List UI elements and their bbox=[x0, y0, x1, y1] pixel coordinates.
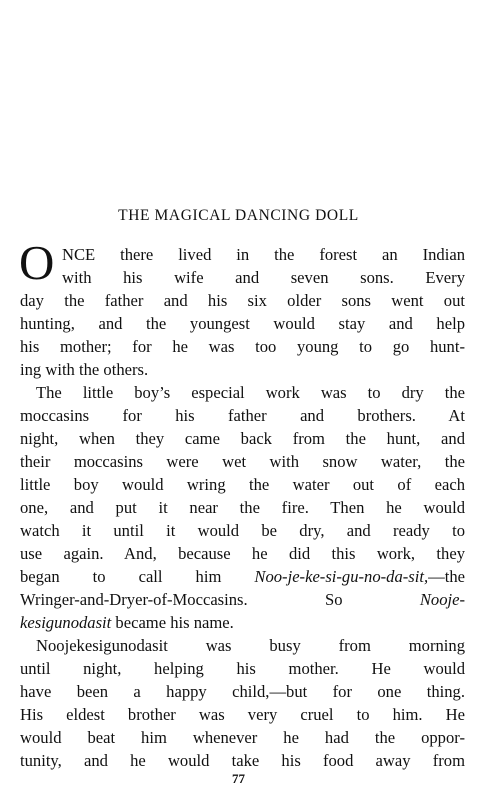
italic-name: kesigunodasit bbox=[20, 613, 112, 632]
text-line: their moccasins were wet with snow water, the bbox=[20, 452, 465, 471]
text-line: watch it until it would be dry, and ready to bbox=[20, 521, 465, 540]
text-line: hunting, and the youngest would stay and help bbox=[20, 314, 465, 333]
italic-name: Nooje- bbox=[419, 590, 465, 609]
text-span: —the bbox=[428, 567, 465, 586]
text-line: tunity, and he would take his food away from bbox=[20, 751, 465, 770]
text-line: would beat him whenever he had the oppor- bbox=[20, 728, 465, 747]
text-line: The little boy’s especial work was to dry the bbox=[36, 383, 465, 402]
text-line: use again. And, because he did this work, they bbox=[20, 544, 465, 563]
text-line: until night, helping his mother. He would bbox=[20, 659, 465, 678]
text-line: his mother; for he was too young to go hunt- bbox=[20, 337, 465, 356]
text-span: Wringer-and-Dryer-of-Moccasins. So bbox=[20, 590, 420, 609]
text-span: began to call him bbox=[20, 567, 255, 586]
page-number: 77 bbox=[232, 771, 245, 786]
text-line: His eldest brother was very cruel to him. He bbox=[20, 705, 465, 724]
text-line: ing with the others. bbox=[20, 360, 149, 379]
text-line bbox=[20, 566, 465, 587]
text-line: one, and put it near the fire. Then he would bbox=[20, 498, 465, 517]
text-line bbox=[20, 589, 465, 610]
text-line: Noojekesigunodasit was busy from morning bbox=[36, 636, 465, 655]
text-line: little boy would wring the water out of each bbox=[20, 475, 465, 494]
italic-name: Noo-je-ke-si-gu-no-da-sit, bbox=[254, 567, 429, 586]
text-span: became his name. bbox=[111, 613, 234, 632]
text-line bbox=[20, 612, 234, 633]
text-line: moccasins for his father and brothers. At bbox=[20, 406, 465, 425]
text-line: NCE there lived in the forest an Indian bbox=[62, 245, 465, 264]
text-line: day the father and his six older sons went out bbox=[20, 291, 465, 310]
text-line: have been a happy child,—but for one thing. bbox=[20, 682, 465, 701]
text-line: with his wife and seven sons. Every bbox=[62, 268, 465, 287]
drop-cap: O bbox=[19, 235, 55, 290]
chapter-title: THE MAGICAL DANCING DOLL bbox=[118, 207, 359, 224]
text-line: night, when they came back from the hunt, and bbox=[20, 429, 465, 448]
